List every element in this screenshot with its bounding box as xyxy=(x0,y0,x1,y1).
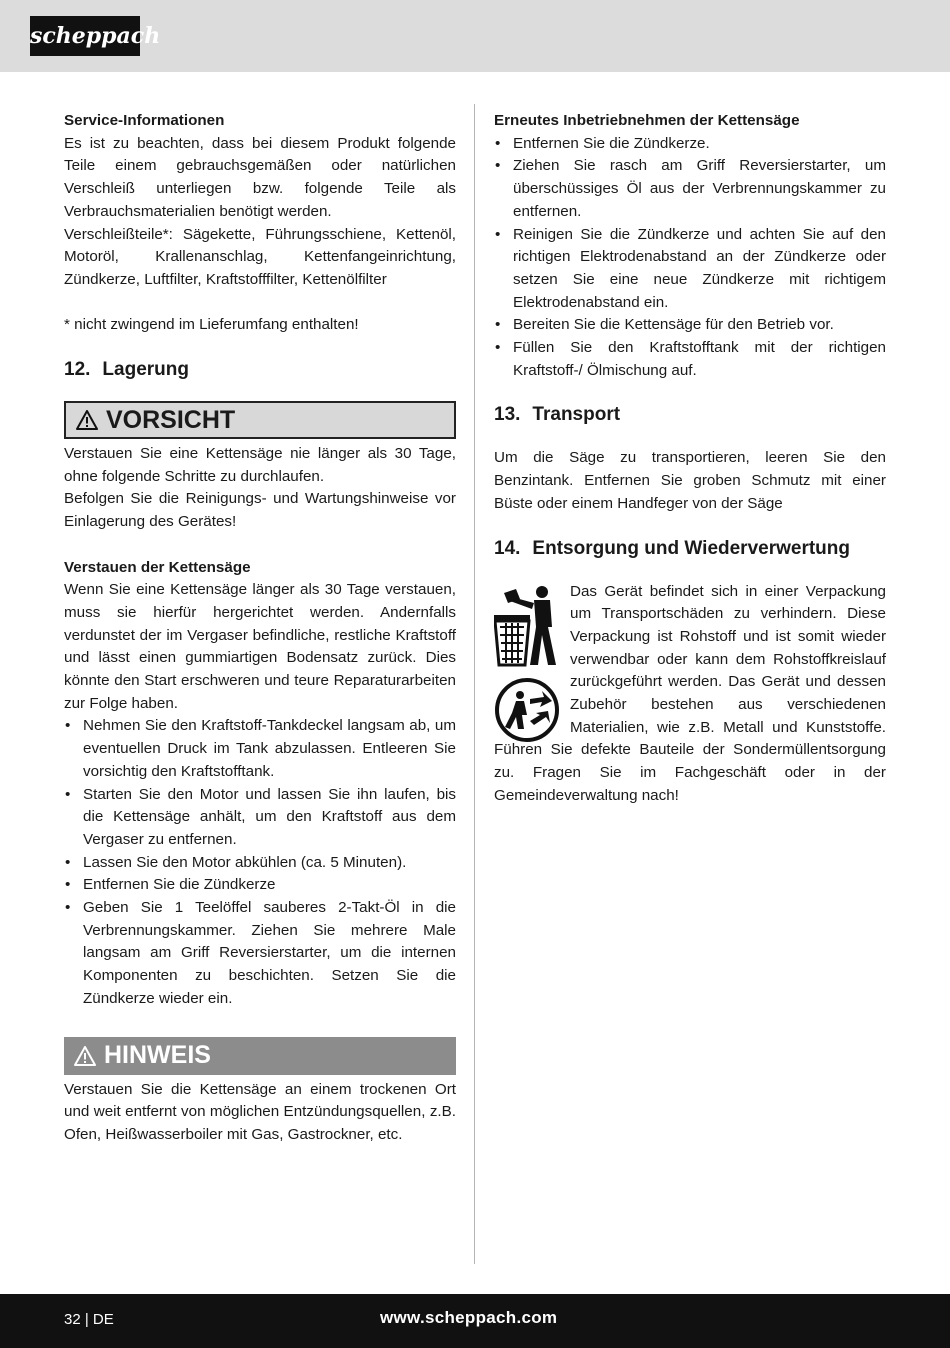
storage-steps-list xyxy=(64,715,456,1010)
warning-triangle-icon xyxy=(76,410,98,430)
wear-parts-text: Verschleißteile*: Sägekette, Führungsschiene, Kettenöl, Motoröl, Krallenanschlag, Kettenfangeinrichtung, Zündkerze, Luftfilter, Kraftstofffilter, Kettenölfilter xyxy=(64,225,456,288)
restart-steps-list xyxy=(494,133,886,383)
section-number: 13. xyxy=(494,404,521,426)
caution-text-2: Befolgen Sie die Reinigungs- und Wartungshinweise vor Einlagerung des Gerätes! xyxy=(64,490,456,531)
caution-text-1: Verstauen Sie eine Kettensäge nie länger als 30 Tage, ohne folgende Schritte zu durchlaufen. xyxy=(64,445,456,485)
page-number: 32 | DE xyxy=(64,1311,114,1328)
storage-heading: Verstauen der Kettensäge xyxy=(64,558,251,576)
list-item: • Bereiten Sie die Kettensäge für den Betrieb vor. xyxy=(494,314,886,337)
column-divider xyxy=(474,104,475,1264)
waste-bin-icon xyxy=(494,583,562,669)
left-column xyxy=(64,110,456,1147)
right-column xyxy=(494,110,886,808)
list-item: • Nehmen Sie den Kraftstoff-Tankdeckel langsam ab, um eventuellen Druck im Tank abzulassen. Entleeren Sie vorsichtig den Kraftstofftank. xyxy=(64,715,456,783)
restart-heading: Erneutes Inbetriebnehmen der Kettensäge xyxy=(494,112,800,129)
disposal-text: Das Gerät befindet sich in einer Verpackung um Transportschäden zu verhindern. Diese Verpackung ist Rohstoff und ist somit wieder verwendbar oder kann dem Rohstoffkreislauf zurückgeführt werden. Das Gerät und dessen Zubehör bestehen aus verschiedenen Materialien, wie z.B. Metall und Kunststoffe. Führen Sie defekte Bauteile der Sondermüllentsorgung zu. Fragen Sie im Fachgeschäft oder in der Gemeindeverwaltung nach! xyxy=(494,582,886,804)
storage-text: Wenn Sie eine Kettensäge länger als 30 Tage verstauen, muss sie hierfür hergerichtet werden. Andernfalls verdunstet der im Vergaser befindliche, restliche Kraftstoff und lässt einen gummiartigen Bodensatz zurück. Dies könnte den Start erschweren und teure Reparaturarbeiten zur Folge haben. xyxy=(64,581,456,712)
warning-triangle-icon xyxy=(74,1046,96,1066)
transport-text: Um die Säge zu transportieren, leeren Sie den Benzintank. Entfernen Sie groben Schmutz mit einer Büste oder einem Handfeger von der Säge xyxy=(494,449,886,512)
note-text: Verstauen Sie die Kettensäge an einem trockenen Ort und weit entfernt von möglichen Entzündungsquellen, z.B. Ofen, Heißwasserboiler mit Gas, Gastrockner, etc. xyxy=(64,1080,456,1143)
list-item: • Füllen Sie den Kraftstofftank mit der richtigen Kraftstoff-/ Ölmischung auf. xyxy=(494,337,886,382)
section-number: 12. xyxy=(64,359,91,381)
section-13-heading xyxy=(494,402,886,428)
website-link[interactable]: www.scheppach.com xyxy=(380,1308,558,1327)
disposal-icons xyxy=(494,583,564,733)
disposal-block xyxy=(494,581,886,808)
brand-logo: scheppach xyxy=(30,16,140,56)
list-item: • Geben Sie 1 Teelöffel sauberes 2-Takt-Öl in die Verbrennungskammer. Ziehen Sie mehrere Male langsam am Griff Reversierstarter, um die internen Komponenten zu beschichten. Setzen Sie die Zündkerze wieder ein. xyxy=(64,897,456,1011)
list-item: • Entfernen Sie die Zündkerze. xyxy=(494,133,886,156)
section-title: Entsorgung und Wiederverwertung xyxy=(532,537,850,559)
section-12-heading xyxy=(64,357,456,383)
note-box xyxy=(64,1037,456,1075)
section-title: Lagerung xyxy=(102,359,189,381)
header-band xyxy=(0,0,950,72)
caution-label: VORSICHT xyxy=(106,405,236,434)
list-item: • Ziehen Sie rasch am Griff Reversierstarter, um überschüssiges Öl aus der Verbrennungskammer zu entfernen. xyxy=(494,155,886,223)
caution-box xyxy=(64,401,456,439)
list-item: • Entfernen Sie die Zündkerze xyxy=(64,874,456,897)
service-text: Es ist zu beachten, dass bei diesem Produkt folgende Teile einem gebrauchsgemäßen oder natürlichen Verschleiß unterliegen bzw. folgende Teile als Verbrauchsmaterialien benötigt werden. xyxy=(64,134,456,220)
note-label: HINWEIS xyxy=(104,1041,211,1070)
service-heading: Service-Informationen xyxy=(64,112,225,129)
list-item: • Lassen Sie den Motor abkühlen (ca. 5 Minuten). xyxy=(64,852,456,875)
list-item: • Reinigen Sie die Zündkerze und achten Sie auf den richtigen Elektrodenabstand an der Zündkerze oder setzen Sie eine neue Zündkerze mit richtigem Elektrodenabstand ein. xyxy=(494,224,886,315)
recycling-icon xyxy=(494,677,560,743)
footer-band xyxy=(0,1294,950,1348)
section-number: 14. xyxy=(494,537,521,559)
section-14-heading xyxy=(494,536,886,562)
list-item: • Starten Sie den Motor und lassen Sie ihn laufen, bis die Kettensäge anhält, um den Kraftstoff aus dem Vergaser zu entfernen. xyxy=(64,784,456,852)
footnote: * nicht zwingend im Lieferumfang enthalten! xyxy=(64,316,359,334)
section-title: Transport xyxy=(532,404,621,426)
